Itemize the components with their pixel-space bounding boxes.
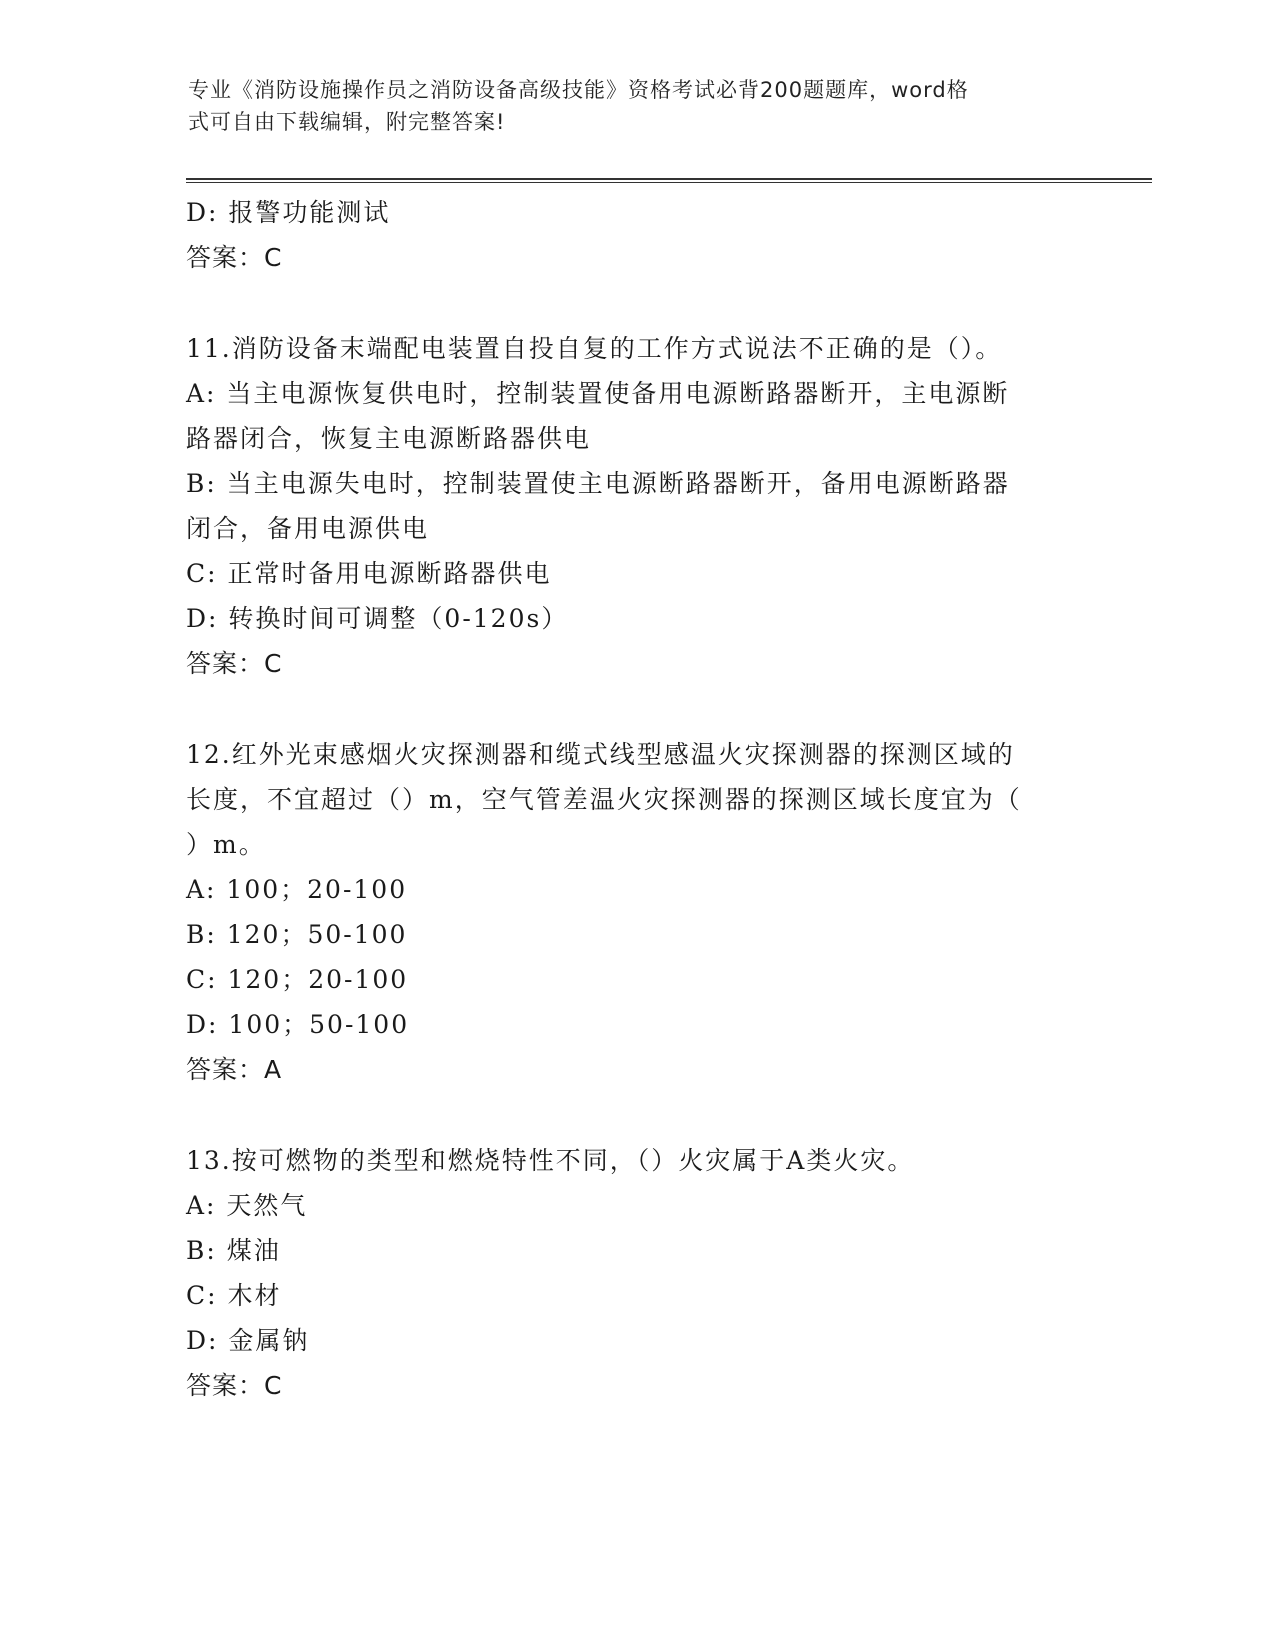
question-stem-line-1: 12.红外光束感烟火灾探测器和缆式线型感温火灾探测器的探测区域的 — [186, 740, 1015, 769]
header-title-line-1: 专业《消防设施操作员之消防设备高级技能》资格考试必背200题题库，word格 — [188, 78, 969, 102]
option-b-line-1: B: 当主电源失电时，控制装置使主电源断路器断开，备用电源断路器 — [186, 469, 1010, 498]
option-b: B: 120；50-100 — [186, 920, 408, 949]
question-stem: 11.消防设备末端配电装置自投自复的工作方式说法不正确的是（）。 — [186, 334, 1003, 363]
option-a-line-2: 路器闭合，恢复主电源断路器供电 — [186, 424, 592, 453]
option-c: C: 120；20-100 — [186, 965, 409, 994]
option-c: C: 木材 — [186, 1281, 282, 1310]
option-b: B: 煤油 — [186, 1236, 281, 1265]
question-12 — [186, 732, 1066, 1092]
answer: 答案：C — [186, 649, 283, 678]
header-title-line-2: 式可自由下载编辑，附完整答案! — [188, 110, 506, 134]
question-13 — [186, 1138, 1066, 1408]
answer: 答案：A — [186, 1055, 283, 1084]
question-list — [186, 190, 1066, 1408]
question-stem: 13.按可燃物的类型和燃烧特性不同，（）火灾属于A类火灾。 — [186, 1146, 915, 1175]
option-a-line-1: A: 当主电源恢复供电时，控制装置使备用电源断路器断开，主电源断 — [186, 379, 1010, 408]
previous-question-tail — [186, 190, 1066, 280]
question-11 — [186, 326, 1066, 686]
question-stem-line-3: ）m。 — [186, 830, 266, 859]
option-a: A: 100；20-100 — [186, 875, 408, 904]
answer: 答案：C — [186, 1371, 283, 1400]
option-a: A: 天然气 — [186, 1191, 308, 1220]
answer: 答案：C — [186, 243, 283, 272]
header-divider — [186, 178, 1152, 183]
option-d: D: 金属钠 — [186, 1326, 310, 1355]
option-d: D: 100；50-100 — [186, 1010, 410, 1039]
document-header — [188, 74, 1068, 138]
option-d: D: 转换时间可调整（0-120s） — [186, 604, 569, 633]
option-d: D: 报警功能测试 — [186, 198, 391, 227]
option-c: C: 正常时备用电源断路器供电 — [186, 559, 552, 588]
question-stem-line-2: 长度，不宜超过（）m，空气管差温火灾探测器的探测区域长度宜为（ — [186, 785, 1022, 814]
option-b-line-2: 闭合，备用电源供电 — [186, 514, 430, 543]
